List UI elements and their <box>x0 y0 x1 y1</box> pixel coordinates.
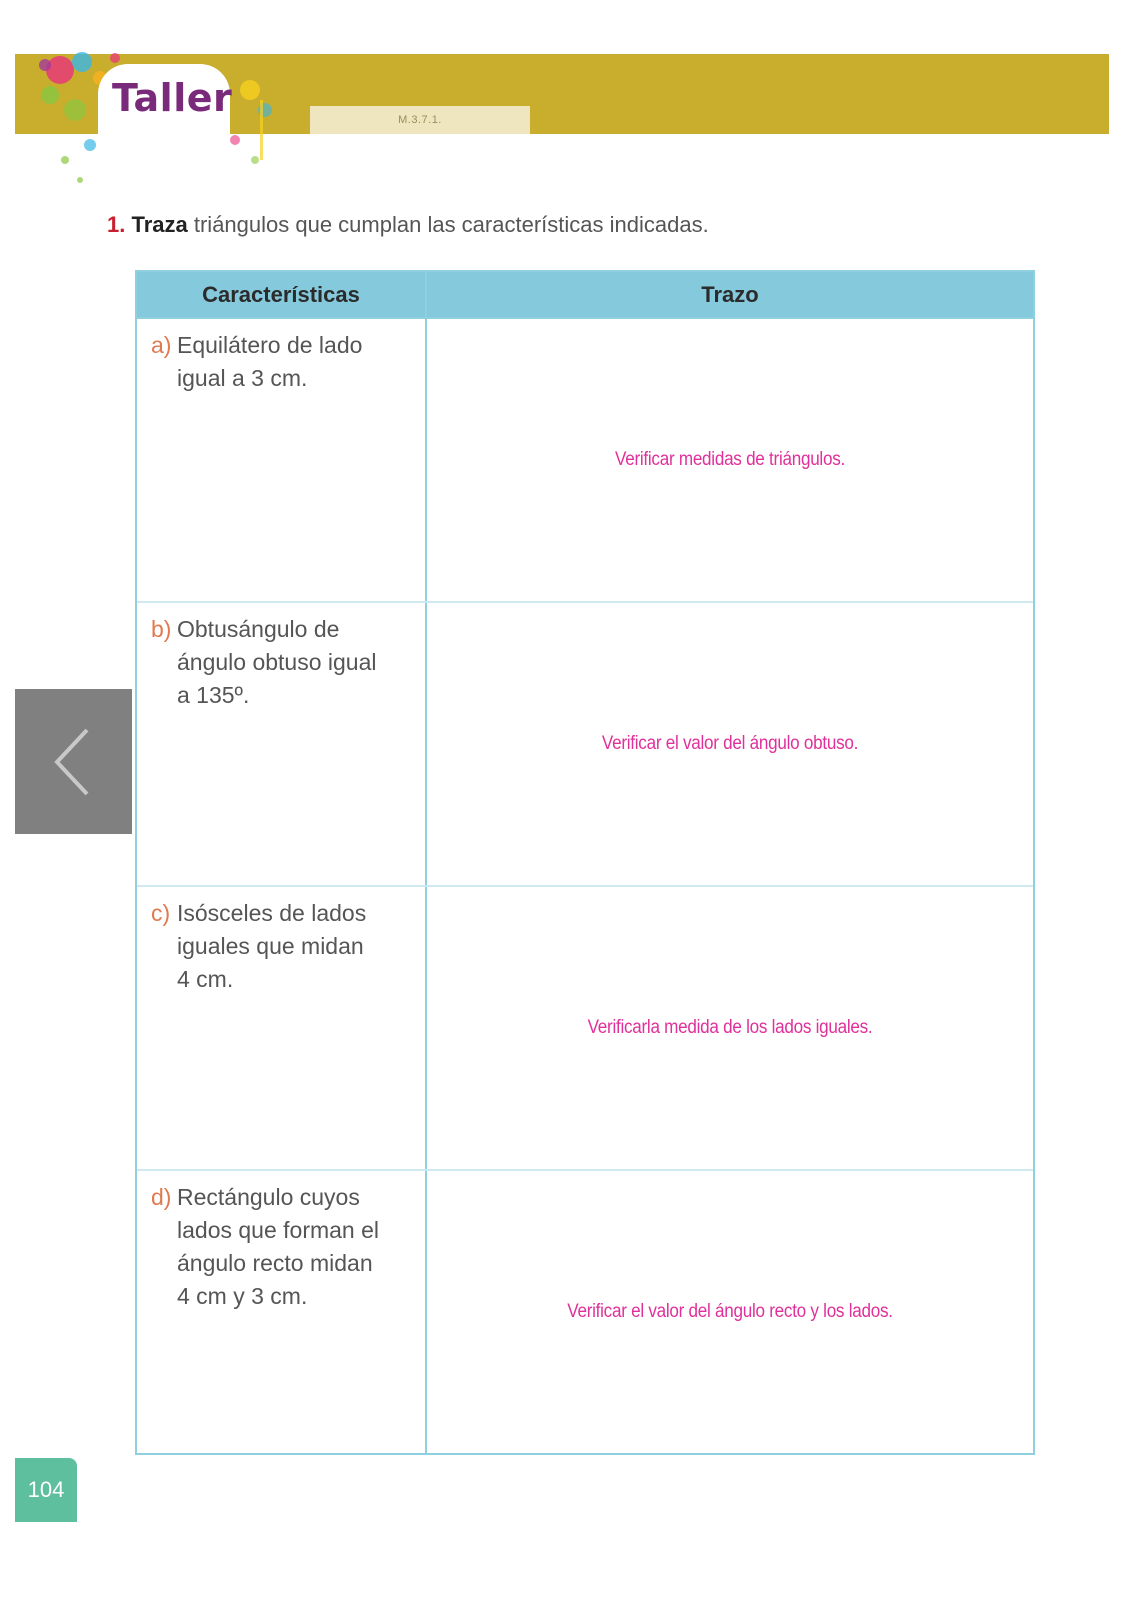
characteristic-cell <box>137 319 427 601</box>
item-letter: b) <box>151 616 172 642</box>
instruction-verb: Traza <box>131 212 188 237</box>
page-title: Taller <box>112 76 233 120</box>
header-trazo: Trazo <box>701 281 759 307</box>
item-text: Equilátero de lado igual a 3 cm. <box>177 332 363 391</box>
table-row <box>137 887 1033 1171</box>
trazo-cell[interactable] <box>457 603 1002 885</box>
trazo-cell[interactable] <box>457 319 1002 601</box>
answer-note: Verificar el valor del ángulo recto y los lados. <box>567 1301 893 1322</box>
trazo-cell[interactable] <box>457 1171 1002 1453</box>
answer-note: Verificarla medida de los lados iguales. <box>587 1017 873 1038</box>
characteristic-cell <box>137 603 427 885</box>
item-letter: c) <box>151 900 171 926</box>
table-header <box>137 272 1033 319</box>
trazo-cell[interactable] <box>457 887 1002 1169</box>
item-text: Isósceles de lados iguales que midan 4 cm. <box>177 900 367 992</box>
answer-note: Verificar el valor del ángulo obtuso. <box>601 733 859 754</box>
table-row <box>137 319 1033 603</box>
chevron-left-icon <box>49 722 99 802</box>
triangle-table <box>135 270 1035 1455</box>
characteristic-cell <box>137 1171 427 1453</box>
header-characteristics: Características <box>137 272 427 317</box>
characteristic-cell <box>137 887 427 1169</box>
answer-note: Verificar medidas de triángulos. <box>615 449 845 470</box>
table-row <box>137 1171 1033 1453</box>
exercise-number: 1. <box>107 212 126 237</box>
item-letter: a) <box>151 332 172 358</box>
previous-page-button[interactable] <box>15 689 132 834</box>
item-letter: d) <box>151 1184 172 1210</box>
item-text: Obtusángulo de ángulo obtuso igual a 135º. <box>177 616 377 708</box>
curriculum-code: M.3.7.1. <box>310 106 530 134</box>
exercise-instruction <box>107 212 709 238</box>
item-text: Rectángulo cuyos lados que forman el ángulo recto midan 4 cm y 3 cm. <box>177 1184 380 1309</box>
page-number: 104 <box>15 1458 77 1522</box>
instruction-text: triángulos que cumplan las características indicadas. <box>187 212 709 237</box>
table-row <box>137 603 1033 887</box>
